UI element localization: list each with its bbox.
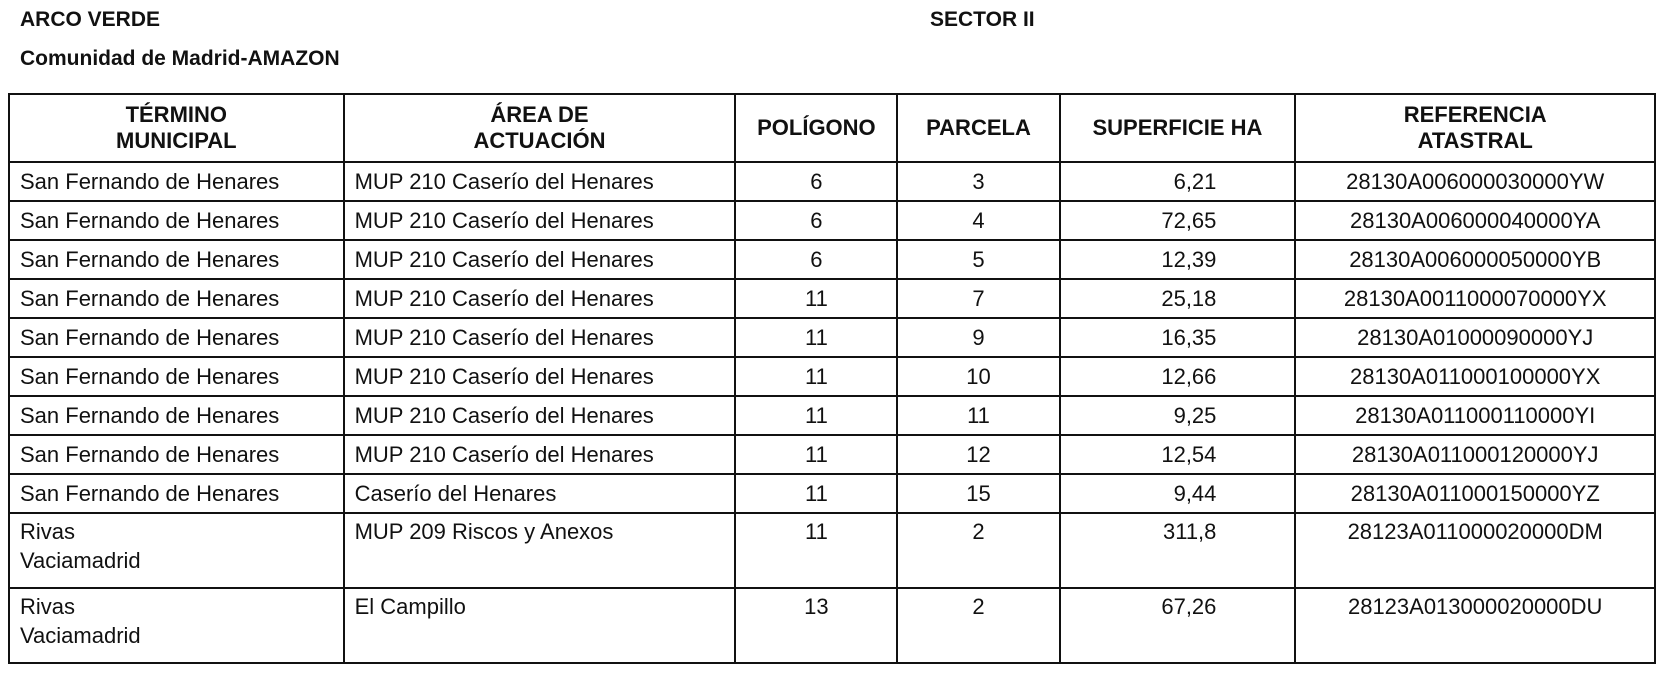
table-row: [9, 201, 1655, 240]
table-row: [9, 588, 1655, 663]
area-ha-cell: 12,39: [1060, 240, 1296, 279]
area-cell: MUP 210 Caserío del Henares: [344, 318, 736, 357]
area-ha-cell: 67,26: [1060, 588, 1296, 663]
municipality-header: TÉRMINO MUNICIPAL: [9, 94, 344, 162]
area-cell: MUP 210 Caserío del Henares: [344, 240, 736, 279]
area-ha-cell: 12,54: [1060, 435, 1296, 474]
table-row: [9, 357, 1655, 396]
polygon-cell: 11: [735, 474, 897, 513]
table-row: [9, 318, 1655, 357]
area-ha-cell: 25,18: [1060, 279, 1296, 318]
parcel-cell: 7: [897, 279, 1059, 318]
parcel-cell: 11: [897, 396, 1059, 435]
area-cell: MUP 209 Riscos y Anexos: [344, 513, 736, 588]
cadastral-ref-cell: 28130A01000090000YJ: [1295, 318, 1655, 357]
table-row: [9, 279, 1655, 318]
cadastral-ref-cell: 28130A011000120000YJ: [1295, 435, 1655, 474]
cadastral-ref-cell: 28130A011000100000YX: [1295, 357, 1655, 396]
cadastral-ref-cell: 28130A011000150000YZ: [1295, 474, 1655, 513]
municipality-cell: San Fernando de Henares: [9, 357, 344, 396]
parcel-cell: 2: [897, 588, 1059, 663]
area-ha-cell: 12,66: [1060, 357, 1296, 396]
municipality-cell: San Fernando de Henares: [9, 396, 344, 435]
municipality-cell: San Fernando de Henares: [9, 435, 344, 474]
polygon-cell: 11: [735, 357, 897, 396]
municipality-cell: San Fernando de Henares: [9, 474, 344, 513]
area-cell: MUP 210 Caserío del Henares: [344, 357, 736, 396]
table-row: [9, 396, 1655, 435]
cadastral-ref-cell: 28130A0011000070000YX: [1295, 279, 1655, 318]
municipality-cell: San Fernando de Henares: [9, 201, 344, 240]
cadastral-ref-cell: 28123A011000020000DM: [1295, 513, 1655, 588]
polygon-cell: 6: [735, 201, 897, 240]
sector-label: SECTOR II: [930, 8, 1035, 31]
area-header: ÁREA DE ACTUACIÓN: [344, 94, 736, 162]
cadastral-ref-cell: 28130A011000110000YI: [1295, 396, 1655, 435]
parcel-header: PARCELA: [897, 94, 1059, 162]
polygon-cell: 11: [735, 435, 897, 474]
parcel-cell: 15: [897, 474, 1059, 513]
municipality-cell: San Fernando de Henares: [9, 279, 344, 318]
table-row: [9, 162, 1655, 201]
cadastral-ref-header: REFERENCIA ATASTRAL: [1295, 94, 1655, 162]
area-cell: El Campillo: [344, 588, 736, 663]
area-cell: MUP 210 Caserío del Henares: [344, 279, 736, 318]
parcel-cell: 10: [897, 357, 1059, 396]
parcel-cell: 9: [897, 318, 1059, 357]
municipality-cell: Rivas Vaciamadrid: [9, 588, 344, 663]
municipality-cell: San Fernando de Henares: [9, 240, 344, 279]
cadastral-ref-cell: 28130A006000040000YA: [1295, 201, 1655, 240]
area-ha-cell: 9,44: [1060, 474, 1296, 513]
parcel-cell: 3: [897, 162, 1059, 201]
parcel-cell: 4: [897, 201, 1059, 240]
area-ha-cell: 311,8: [1060, 513, 1296, 588]
parcel-cell: 5: [897, 240, 1059, 279]
area-cell: Caserío del Henares: [344, 474, 736, 513]
area-ha-cell: 72,65: [1060, 201, 1296, 240]
cadastral-ref-cell: 28130A006000050000YB: [1295, 240, 1655, 279]
area-cell: MUP 210 Caserío del Henares: [344, 162, 736, 201]
polygon-cell: 6: [735, 162, 897, 201]
table-row: [9, 474, 1655, 513]
document-subtitle: Comunidad de Madrid-AMAZON: [20, 47, 340, 70]
header-row: [9, 94, 1655, 162]
municipality-cell: San Fernando de Henares: [9, 162, 344, 201]
polygon-cell: 11: [735, 396, 897, 435]
polygon-cell: 11: [735, 318, 897, 357]
polygon-cell: 11: [735, 279, 897, 318]
cadastral-ref-cell: 28130A006000030000YW: [1295, 162, 1655, 201]
parcel-cell: 12: [897, 435, 1059, 474]
area-ha-cell: 16,35: [1060, 318, 1296, 357]
municipality-cell: Rivas Vaciamadrid: [9, 513, 344, 588]
parcel-table: [8, 93, 1656, 664]
area-ha-cell: 9,25: [1060, 396, 1296, 435]
document-title: ARCO VERDE: [20, 8, 161, 31]
area-ha-cell: 6,21: [1060, 162, 1296, 201]
area-ha-header: SUPERFICIE HA: [1060, 94, 1296, 162]
polygon-cell: 11: [735, 513, 897, 588]
table-row: [9, 513, 1655, 588]
area-cell: MUP 210 Caserío del Henares: [344, 396, 736, 435]
table-body: [9, 162, 1655, 663]
municipality-cell: San Fernando de Henares: [9, 318, 344, 357]
polygon-cell: 6: [735, 240, 897, 279]
area-cell: MUP 210 Caserío del Henares: [344, 201, 736, 240]
parcel-cell: 2: [897, 513, 1059, 588]
table-header: [9, 94, 1655, 162]
polygon-cell: 13: [735, 588, 897, 663]
cadastral-ref-cell: 28123A013000020000DU: [1295, 588, 1655, 663]
table-row: [9, 435, 1655, 474]
polygon-header: POLÍGONO: [735, 94, 897, 162]
table-row: [9, 240, 1655, 279]
area-cell: MUP 210 Caserío del Henares: [344, 435, 736, 474]
